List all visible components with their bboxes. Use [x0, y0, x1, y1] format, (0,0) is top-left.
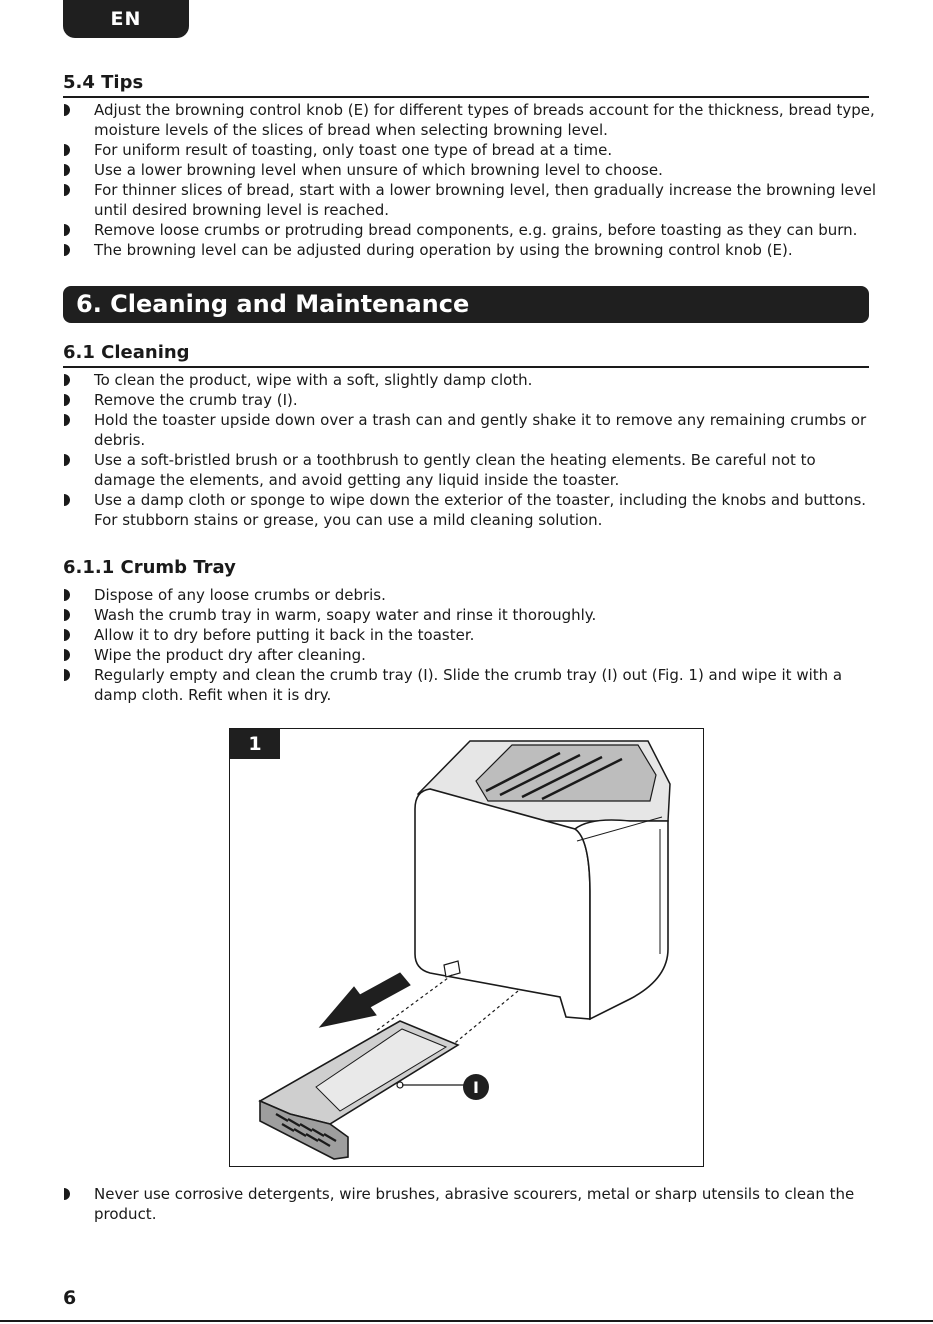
bullet-icon [64, 1188, 70, 1200]
list-item: Use a lower browning level when unsure of which browning level to choose. [63, 160, 878, 180]
toaster-illustration [230, 729, 704, 1167]
bullet-icon [64, 184, 70, 196]
tips-heading: 5.4 Tips [63, 72, 869, 98]
bullet-icon [64, 224, 70, 236]
crumb-tray-list [63, 585, 878, 705]
bullet-icon [64, 649, 70, 661]
page-number: 6 [63, 1287, 77, 1309]
crumb-tray-heading: 6.1.1 Crumb Tray [63, 557, 236, 578]
figure-1 [229, 728, 704, 1167]
list-item: Wash the crumb tray in warm, soapy water and rinse it thoroughly. [63, 605, 878, 625]
bullet-icon [64, 394, 70, 406]
list-item: For thinner slices of bread, start with a lower browning level, then gradually increase the browning level until desired browning level is reached. [63, 180, 878, 220]
bullet-icon [64, 414, 70, 426]
footer-divider [0, 1320, 933, 1322]
list-item: Use a damp cloth or sponge to wipe down the exterior of the toaster, including the knobs and buttons. For stubborn stains or grease, you can use a mild cleaning solution. [63, 490, 878, 530]
list-item: Never use corrosive detergents, wire brushes, abrasive scourers, metal or sharp utensils to clean the product. [63, 1184, 878, 1224]
bullet-icon [64, 609, 70, 621]
list-item: To clean the product, wipe with a soft, slightly damp cloth. [63, 370, 878, 390]
list-item: The browning level can be adjusted during operation by using the browning control knob (E). [63, 240, 878, 260]
bullet-icon [64, 104, 70, 116]
bullet-icon [64, 164, 70, 176]
list-item: Wipe the product dry after cleaning. [63, 645, 878, 665]
list-item: Hold the toaster upside down over a trash can and gently shake it to remove any remaining crumbs or debris. [63, 410, 878, 450]
crumb-tray-callout: I [463, 1074, 489, 1100]
bullet-icon [64, 454, 70, 466]
list-item: Regularly empty and clean the crumb tray (I). Slide the crumb tray (I) out (Fig. 1) and wipe it with a damp cloth. Refit when it is dry. [63, 665, 878, 705]
bullet-icon [64, 589, 70, 601]
cleaning-heading: 6.1 Cleaning [63, 342, 869, 368]
warning-list [63, 1184, 878, 1224]
figure-number: 1 [230, 729, 280, 759]
bullet-icon [64, 669, 70, 681]
bullet-icon [64, 494, 70, 506]
list-item: Remove loose crumbs or protruding bread components, e.g. grains, before toasting as they can burn. [63, 220, 878, 240]
list-item: Remove the crumb tray (I). [63, 390, 878, 410]
tips-list [63, 100, 878, 260]
list-item: Dispose of any loose crumbs or debris. [63, 585, 878, 605]
bullet-icon [64, 374, 70, 386]
section-title: 6. Cleaning and Maintenance [63, 286, 869, 323]
language-tab: EN [63, 0, 189, 38]
bullet-icon [64, 629, 70, 641]
list-item: Use a soft-bristled brush or a toothbrush to gently clean the heating elements. Be careful not to damage the elements, and avoid getting any liquid inside the toaster. [63, 450, 878, 490]
list-item: For uniform result of toasting, only toast one type of bread at a time. [63, 140, 878, 160]
bullet-icon [64, 244, 70, 256]
list-item: Allow it to dry before putting it back in the toaster. [63, 625, 878, 645]
cleaning-list [63, 370, 878, 530]
list-item: Adjust the browning control knob (E) for different types of breads account for the thickness, bread type, moisture levels of the slices of bread when selecting browning level. [63, 100, 878, 140]
bullet-icon [64, 144, 70, 156]
